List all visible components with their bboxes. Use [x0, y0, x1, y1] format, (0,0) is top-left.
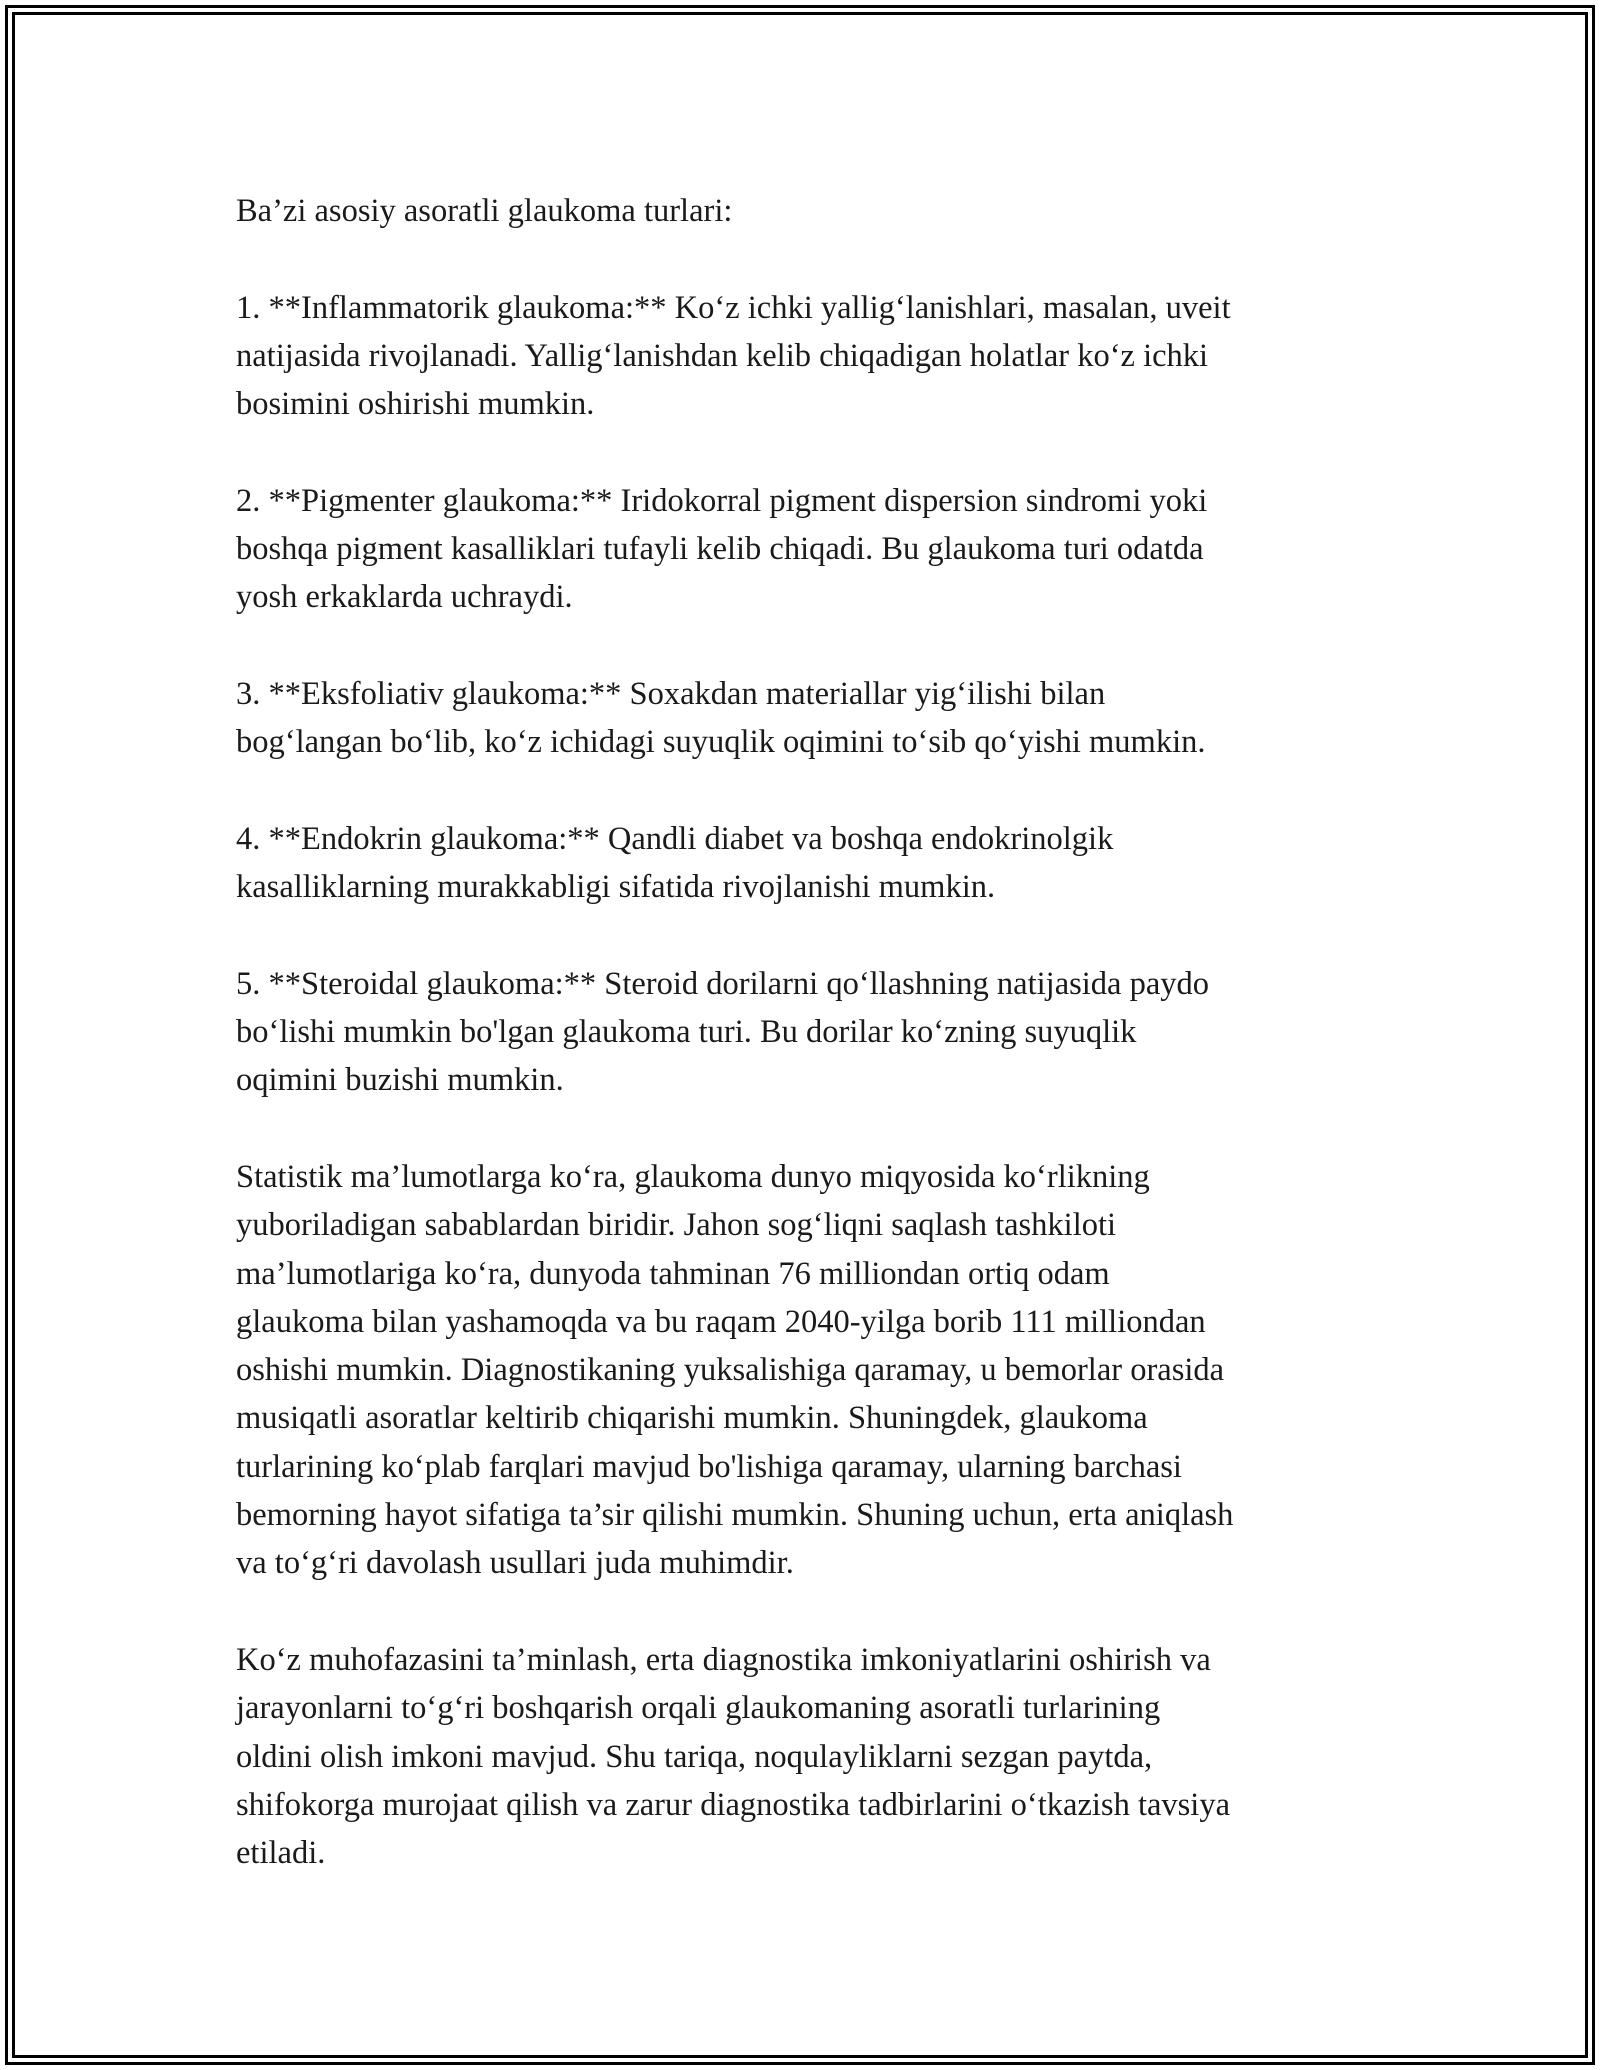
list-item-line: bosimini oshirishi mumkin.: [236, 386, 595, 423]
statistics-paragraph: [236, 1153, 1396, 1588]
list-item-line: bo‘lishi mumkin bo'lgan glaukoma turi. Bu dorilar ko‘zning suyuqlik: [236, 1014, 1137, 1051]
statistics-line: oshishi mumkin. Diagnostikaning yuksalishiga qaramay, u bemorlar orasida: [236, 1352, 1225, 1389]
statistics-line: bemorning hayot sifatiga ta’sir qilishi mumkin. Shuning uchun, erta aniqlash: [236, 1497, 1234, 1534]
conclusion-line: jarayonlarni to‘g‘ri boshqarish orqali glaukomaning asoratli turlarining: [236, 1690, 1161, 1727]
statistics-line: yuboriladigan sabablardan biridir. Jahon sog‘liqni saqlash tashkiloti: [236, 1207, 1117, 1244]
intro-line: Ba’zi asosiy asoratli glaukoma turlari:: [236, 193, 733, 229]
statistics-line: musiqatli asoratlar keltirib chiqarishi mumkin. Shuningdek, glaukoma: [236, 1400, 1148, 1437]
list-item-pigmentary: [236, 477, 1396, 622]
document-body: [236, 187, 1396, 1926]
list-item-inflammatory: [236, 284, 1396, 429]
statistics-line: glaukoma bilan yashamoqda va bu raqam 2040-yilga borib 111 milliondan: [236, 1303, 1206, 1340]
list-item-line: boshqa pigment kasalliklari tufayli kelib chiqadi. Bu glaukoma turi odatda: [236, 531, 1204, 568]
statistics-line: turlarining ko‘plab farqlari mavjud bo'lishiga qaramay, ularning barchasi: [236, 1448, 1182, 1485]
list-item-line: oqimini buzishi mumkin.: [236, 1062, 564, 1099]
conclusion-line: etiladi.: [236, 1835, 326, 1872]
list-item-line: 3. **Eksfoliativ glaukoma:** Soxakdan materiallar yig‘ilishi bilan: [236, 675, 1106, 712]
list-item-steroid: [236, 960, 1396, 1105]
conclusion-line: shifokorga murojaat qilish va zarur diagnostika tadbirlarini o‘tkazish tavsiya: [236, 1786, 1230, 1823]
list-item-line: yosh erkaklarda uchraydi.: [236, 579, 573, 616]
conclusion-line: Ko‘z muhofazasini ta’minlash, erta diagnostika imkoniyatlarini oshirish va: [236, 1641, 1211, 1678]
conclusion-line: oldini olish imkoni mavjud. Shu tariqa, noqulayliklarni sezgan paytda,: [236, 1738, 1153, 1775]
list-item-line: 1. **Inflammatorik glaukoma:** Ko‘z ichki yallig‘lanishlari, masalan, uveit: [236, 289, 1231, 326]
conclusion-paragraph: [236, 1636, 1396, 1877]
list-item-line: kasalliklarning murakkabligi sifatida rivojlanishi mumkin.: [236, 869, 996, 906]
list-item-line: bog‘langan bo‘lib, ko‘z ichidagi suyuqlik oqimini to‘sib qo‘yishi mumkin.: [236, 724, 1206, 761]
list-item-line: 2. **Pigmenter glaukoma:** Iridokorral pigment dispersion sindromi yoki: [236, 482, 1208, 519]
list-item-line: natijasida rivojlanadi. Yallig‘lanishdan kelib chiqadigan holatlar ko‘z ichki: [236, 337, 1209, 374]
intro-paragraph: [236, 187, 1396, 235]
list-item-line: 4. **Endokrin glaukoma:** Qandli diabet va boshqa endokrinolgik: [236, 820, 1114, 857]
list-item-line: 5. **Steroidal glaukoma:** Steroid dorilarni qo‘llashning natijasida paydo: [236, 965, 1210, 1002]
list-item-endocrine: [236, 815, 1396, 912]
list-item-exfoliative: [236, 670, 1396, 767]
statistics-line: ma’lumotlariga ko‘ra, dunyoda tahminan 76 milliondan ortiq odam: [236, 1255, 1110, 1292]
statistics-line: va to‘g‘ri davolash usullari juda muhimdir.: [236, 1545, 794, 1582]
statistics-line: Statistik ma’lumotlarga ko‘ra, glaukoma dunyo miqyosida ko‘rlikning: [236, 1158, 1150, 1195]
